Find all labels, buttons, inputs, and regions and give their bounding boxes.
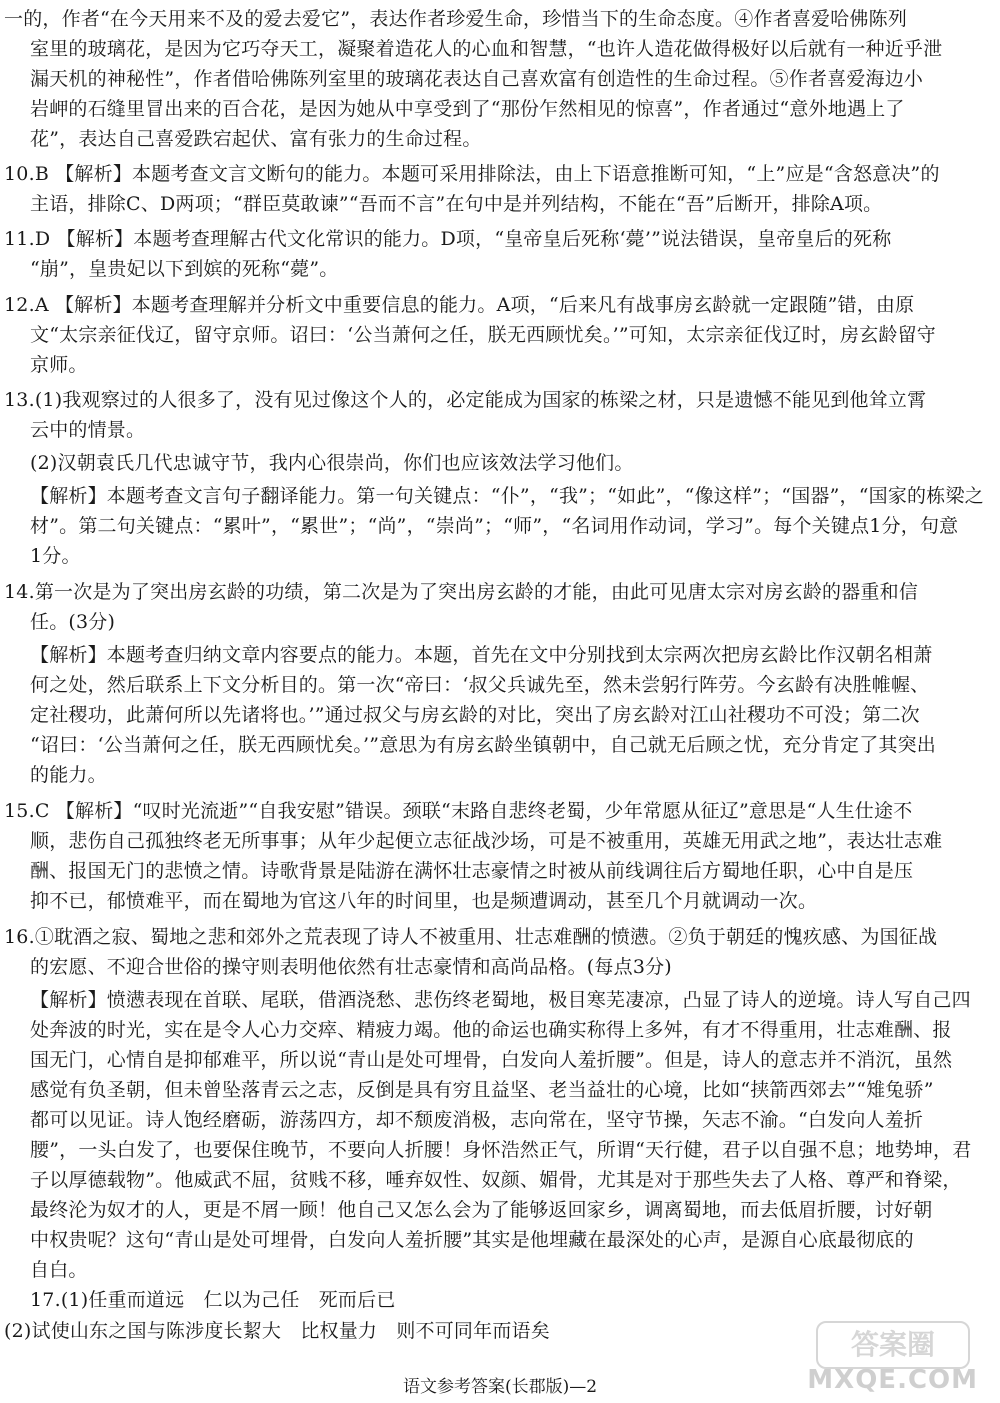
text-line: 酬、报国无门的悲愤之情。诗歌背景是陆游在满怀壮志豪情之时被从前线调往后方蜀地任职，心中自是压 xyxy=(30,860,914,882)
text-line: “诏曰：‘公当萧何之任，朕无西顾忧矣。’”意思为有房玄龄坐镇朝中，自己就无后顾之忧，充分肯定了其突出 xyxy=(30,734,937,756)
answer-16: 16.①耽酒之寂、蜀地之悲和郊外之荒表现了诗人不被重用、壮志难酬的愤懑。②负于朝廷的愧疚感、为国征战 xyxy=(4,926,938,948)
text-line: 17.(1)任重而道远 仁以为己任 死而后已 xyxy=(30,1289,396,1311)
text-line: 任。(3分) xyxy=(30,611,116,633)
text-line: 都可以见证。诗人饱经磨砺，游荡四方，却不颓废消极，志向常在，坚守节操，矢志不渝。“白发向人羞折 xyxy=(30,1109,924,1131)
text-line: 处奔波的时光，实在是令人心力交瘁、精疲力竭。他的命运也确实称得上多舛，有才不得重用，壮志难酬、报 xyxy=(30,1019,952,1041)
explanation-14: 【解析】本题考查归纳文章内容要点的能力。本题，首先在文中分别找到太宗两次把房玄龄比作汉朝名相萧 xyxy=(30,644,933,666)
text-line: 文“太宗亲征伐辽，留守京师。诏曰：‘公当萧何之任，朕无西顾忧矣。’”可知，太宗亲征伐辽时，房玄龄留守 xyxy=(30,324,937,346)
text-line: 定社稷功，此萧何所以先诸将也。’”通过叔父与房玄龄的对比，突出了房玄龄对江山社稷功不可没；第二次 xyxy=(30,704,920,726)
text-line: 顺，悲伤自己孤独终老无所事事；从年少起便立志征战沙场，可是不被重用，英雄无用武之地”，表达壮志难 xyxy=(30,830,943,852)
watermark-logo: 答案圈 xyxy=(816,1321,970,1369)
text-line: 1分。 xyxy=(30,545,81,567)
text-line: 花”，表达自己喜爱跌宕起伏、富有张力的生命过程。 xyxy=(30,128,482,150)
answer-15: 15.C 【解析】“叹时光流逝”“自我安慰”错误。颈联“末路自悲终老蜀，少年常愿从征辽”意思是“人生仕途不 xyxy=(4,800,913,822)
answer-11: 11.D 【解析】本题考查理解古代文化常识的能力。D项，“皇帝皇后死称‘薨’”说法错误，皇帝皇后的死称 xyxy=(4,228,892,250)
text-line: “崩”，皇贵妃以下到嫔的死称“薨”。 xyxy=(30,258,339,280)
text-line: 漏天机的神秘性”，作者借哈佛陈列室里的玻璃花表达自己喜欢富有创造性的生命过程。⑤作者喜爱海边小 xyxy=(30,68,924,90)
text-line: 国无门，心情自是抑郁难平，所以说“青山是处可埋骨，白发向人羞折腰”。但是，诗人的意志并不消沉，虽然 xyxy=(30,1049,953,1071)
text-line: 的宏愿、不迎合世俗的操守则表明他依然有壮志豪情和高尚品格。(每点3分) xyxy=(30,956,672,978)
text-line: 最终沦为奴才的人，更是不屑一顾！他自己又怎么会为了能够返回家乡，调离蜀地，而去低眉折腰，讨好朝 xyxy=(30,1199,933,1221)
text-line: 室里的玻璃花，是因为它巧夺天工，凝聚着造花人的心血和智慧，“也许人造花做得极好以后就有一种近乎泄 xyxy=(30,38,943,60)
answer-13: 13.(1)我观察过的人很多了，没有见过像这个人的，必定能成为国家的栋梁之材，只是遗憾不能见到他耸立霄 xyxy=(4,389,927,411)
text-line: 感觉有负圣朝，但未曾坠落青云之志，反倒是具有穷且益坚、老当益壮的心境，比如“挟箭西郊去”“雉兔骄” xyxy=(30,1079,934,1101)
text-line: 一的，作者“在今天用来不及的爱去爱它”，表达作者珍爱生命，珍惜当下的生命态度。④作者喜爱哈佛陈列 xyxy=(4,8,908,30)
text-line: 中权贵呢？这句“青山是处可埋骨，白发向人羞折腰”其实是他埋藏在最深处的心声，是源自心底最彻底的 xyxy=(30,1229,914,1251)
text-line: 主语，排除C、D两项；“群臣莫敢谏”“吾而不言”在句中是并列结构，不能在“吾”后断开，排除A项。 xyxy=(30,193,883,215)
text-line: 腰”，一头白发了，也要保住晚节，不要向人折腰！身怀浩然正气，所谓“天行健，君子以自强不息；地势坤，君 xyxy=(30,1139,972,1161)
text-line: 抑不已，郁愤难平，而在蜀地为官这八年的时间里，也是频遭调动，甚至几个月就调动一次。 xyxy=(30,890,818,912)
text-line: 云中的情景。 xyxy=(30,419,146,441)
text-line: (2)汉朝袁氏几代忠诚守节，我内心很崇尚，你们也应该效法学习他们。 xyxy=(30,452,634,474)
text-line: 的能力。 xyxy=(30,764,107,786)
text-line: 自白。 xyxy=(30,1259,88,1281)
text-line: 岩岬的石缝里冒出来的百合花，是因为她从中享受到了“那份乍然相见的惊喜”，作者通过“意外地遇上了 xyxy=(30,98,905,120)
text-line: 子以厚德载物”。他威武不屈，贫贱不移，唾弃奴性、奴颜、媚骨，尤其是对于那些失去了人格、尊严和脊梁， xyxy=(30,1169,962,1191)
text-line: 京师。 xyxy=(30,354,88,376)
page-footer: 语文参考答案(长郡版)—2 xyxy=(402,1377,598,1397)
answer-17: (2)试使山东之国与陈涉度长絜大 比权量力 则不可同年而语矣 xyxy=(4,1320,550,1342)
text-line: 材”。第二句关键点：“累叶”，“累世”；“尚”，“崇尚”；“师”，“名词用作动词，学习”。每个关键点1分，句意 xyxy=(30,515,959,537)
answer-10: 10.B 【解析】本题考查文言文断句的能力。本题可采用排除法，由上下语意推断可知，“上”应是“含怒意决”的 xyxy=(4,163,940,185)
watermark-site: MXQE.COM xyxy=(807,1365,978,1395)
text-line: 何之处，然后联系上下文分析目的。第一次“帝曰：‘叔父兵诚先至，然未尝躬行阵劳。今玄龄有决胜帷幄、 xyxy=(30,674,930,696)
explanation-16: 【解析】愤懑表现在首联、尾联，借酒浇愁、悲伤终老蜀地，极目寒芜凄凉，凸显了诗人的逆境。诗人写自己四 xyxy=(30,989,971,1011)
answer-14: 14.第一次是为了突出房玄龄的功绩，第二次是为了突出房玄龄的才能，由此可见唐太宗对房玄龄的器重和信 xyxy=(4,581,919,603)
explanation-13: 【解析】本题考查文言句子翻译能力。第一句关键点：“仆”，“我”；“如此”，“像这样”；“国器”，“国家的栋梁之 xyxy=(30,485,984,507)
answer-12: 12.A 【解析】本题考查理解并分析文中重要信息的能力。A项，“后来凡有战事房玄龄就一定跟随”错，由原 xyxy=(4,294,915,316)
